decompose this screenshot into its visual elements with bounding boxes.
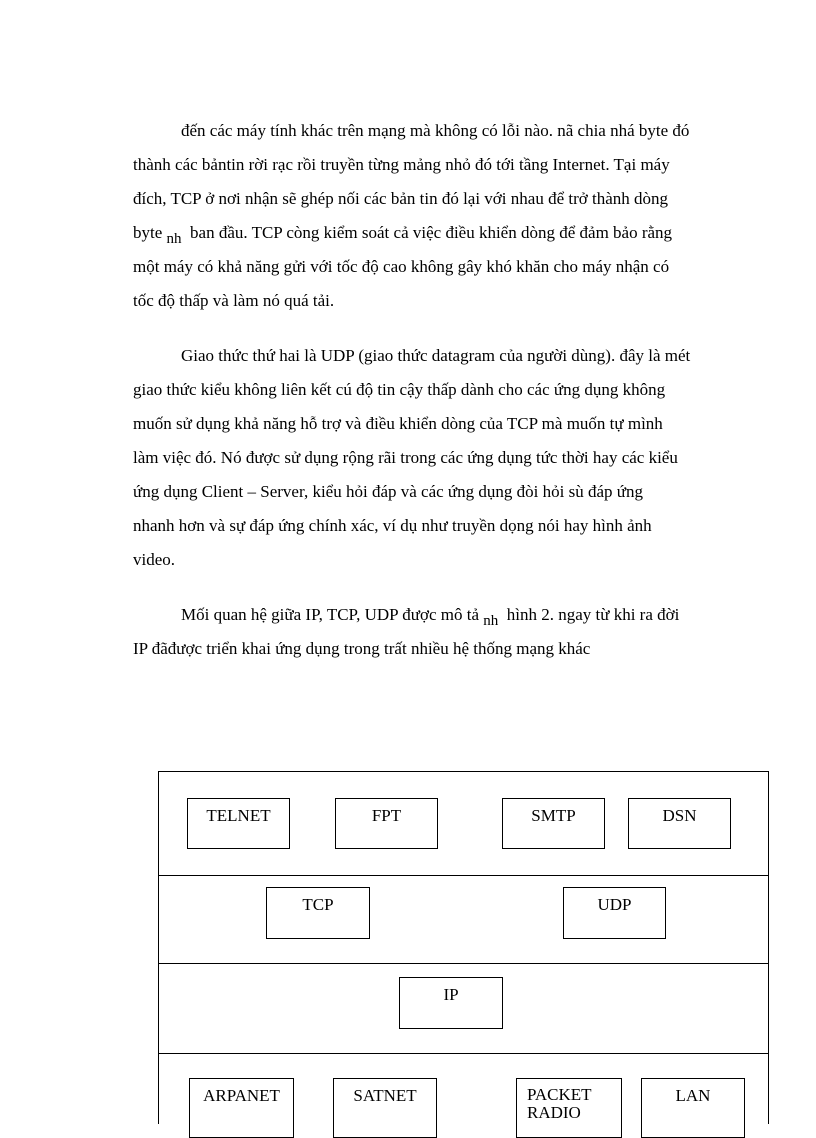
layer-divider xyxy=(159,963,768,964)
text-line: đích, TCP ở nơi nhận sẽ ghép nối các bản tin đó lại với nhau để trở thành dòng xyxy=(133,189,669,208)
protocol-box-lan: LAN xyxy=(641,1078,745,1138)
text-line: ứng dụng Client – Server, kiểu hỏi đáp và các ứng dụng đòi hỏi sù đáp ứng xyxy=(133,482,643,501)
text-fragment: hình 2. ngay từ khi ra đời xyxy=(506,605,680,624)
text-line: Giao thức thứ hai là UDP (giao thức datagram của người dùng). đây là mét xyxy=(181,346,691,365)
text-subscript: nh xyxy=(166,231,182,247)
protocol-box-packet-radio xyxy=(516,1078,622,1138)
box-label-line: PACKET xyxy=(527,1085,592,1104)
protocol-box-arpanet: ARPANET xyxy=(189,1078,294,1138)
text-line: đến các máy tính khác trên mạng mà không có lỗi nào. nã chia nhá byte đó xyxy=(181,121,690,140)
text-subscript: nh xyxy=(483,613,499,629)
layer-divider xyxy=(159,875,768,876)
protocol-box-dsn: DSN xyxy=(628,798,731,849)
protocol-box-udp: UDP xyxy=(563,887,666,939)
protocol-box-tcp: TCP xyxy=(266,887,370,939)
text-fragment: Mối quan hệ giữa IP, TCP, UDP được mô tả xyxy=(181,605,479,624)
text-line: IP đãđược triển khai ứng dụng trong trất nhiều hệ thống mạng khác xyxy=(133,639,591,658)
text-line: một máy có khả năng gửi với tốc độ cao không gây khó khăn cho máy nhận có xyxy=(133,257,670,276)
text-line: tốc độ thấp và làm nó quá tải. xyxy=(133,291,335,310)
text-line: muốn sử dụng khả năng hỗ trợ và điều khiển dòng của TCP mà muốn tự mình xyxy=(133,414,663,433)
text-line: thành các bảntin rời rạc rồi truyền từng mảng nhỏ đó tới tầng Internet. Tại máy xyxy=(133,155,670,174)
protocol-box-fpt: FPT xyxy=(335,798,438,849)
box-label-line: RADIO xyxy=(527,1103,581,1122)
text-fragment: byte xyxy=(133,223,163,242)
protocol-box-ip: IP xyxy=(399,977,503,1029)
layer-divider xyxy=(159,1053,768,1054)
protocol-box-satnet: SATNET xyxy=(333,1078,437,1138)
text-line xyxy=(181,605,680,629)
protocol-box-smtp: SMTP xyxy=(502,798,605,849)
text-line: giao thức kiểu không liên kết cú độ tin cậy thấp dành cho các ứng dụng không xyxy=(133,380,666,399)
text-line xyxy=(133,223,673,247)
text-fragment: ban đầu. TCP còng kiểm soát cả việc điều khiển dòng để đảm bảo rằng xyxy=(190,223,673,242)
protocol-stack-diagram xyxy=(158,771,769,1124)
protocol-box-telnet: TELNET xyxy=(187,798,290,849)
text-line: làm việc đó. Nó được sử dụng rộng rãi trong các ứng dụng tức thời hay các kiểu xyxy=(133,448,678,467)
text-line: video. xyxy=(133,550,176,569)
text-line: nhanh hơn và sự đáp ứng chính xác, ví dụ như truyền dọng nói hay hình ảnh xyxy=(133,516,652,535)
